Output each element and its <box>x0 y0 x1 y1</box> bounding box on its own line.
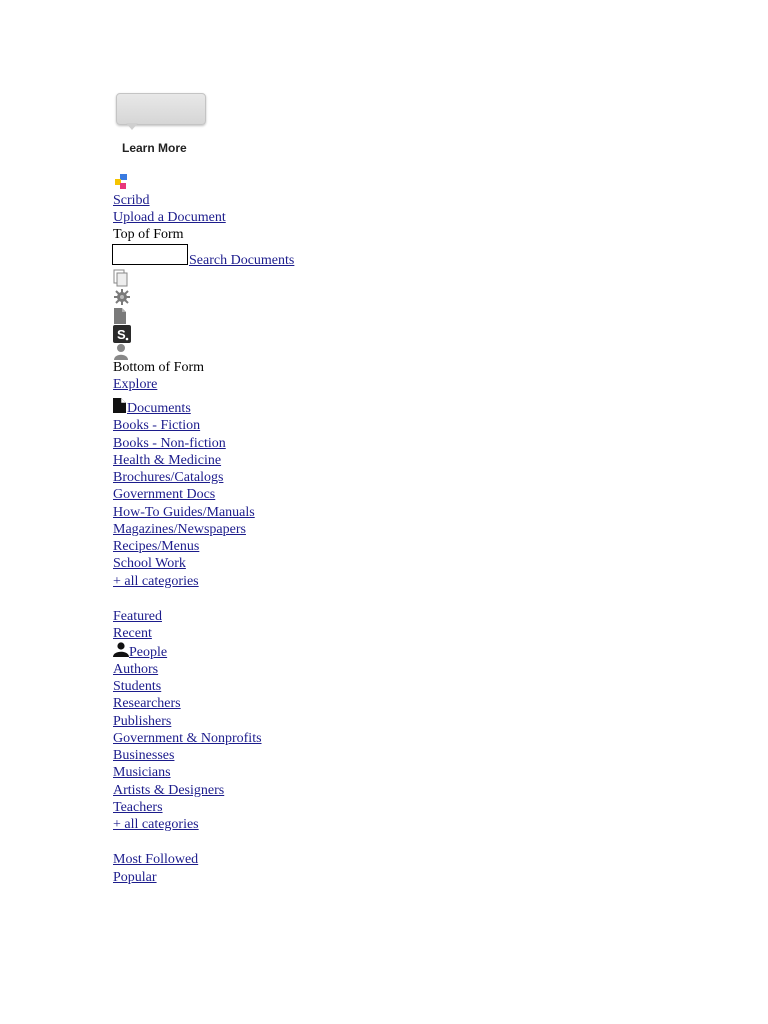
scribd-logo-icon <box>113 173 129 190</box>
all-people-categories-link[interactable]: + all categories <box>113 817 199 832</box>
file-icon[interactable] <box>113 307 131 325</box>
documents-icon[interactable] <box>113 269 131 287</box>
people-link[interactable]: People <box>129 645 168 660</box>
bottom-of-form-label: Bottom of Form <box>113 360 205 375</box>
category-books-nonfiction[interactable]: Books - Non-fiction <box>113 436 226 451</box>
people-government-nonprofits[interactable]: Government & Nonprofits <box>113 731 262 746</box>
search-input[interactable] <box>112 244 188 265</box>
people-publishers[interactable]: Publishers <box>113 714 172 729</box>
people-businesses[interactable]: Businesses <box>113 748 175 763</box>
category-books-fiction[interactable]: Books - Fiction <box>113 418 201 433</box>
people-teachers[interactable]: Teachers <box>113 800 163 815</box>
learn-more-label[interactable]: Learn More <box>122 141 187 155</box>
people-artists-designers[interactable]: Artists & Designers <box>113 783 225 798</box>
scribd-brand-link[interactable]: Scribd <box>113 193 150 208</box>
category-recipes-menus[interactable]: Recipes/Menus <box>113 539 200 554</box>
bubble-tail <box>126 123 138 130</box>
people-students[interactable]: Students <box>113 679 162 694</box>
top-of-form-label: Top of Form <box>113 227 184 242</box>
people-researchers[interactable]: Researchers <box>113 696 181 711</box>
category-school-work[interactable]: School Work <box>113 556 186 571</box>
learn-more-bubble[interactable] <box>116 93 206 125</box>
gear-icon[interactable] <box>113 288 131 306</box>
documents-link[interactable]: Documents <box>127 401 191 416</box>
upload-document-link[interactable]: Upload a Document <box>113 210 226 225</box>
document-icon <box>113 398 126 413</box>
people-musicians[interactable]: Musicians <box>113 765 171 780</box>
all-document-categories-link[interactable]: + all categories <box>113 574 199 589</box>
featured-link[interactable]: Featured <box>113 609 162 624</box>
category-howto-guides[interactable]: How-To Guides/Manuals <box>113 505 255 520</box>
people-icon <box>113 642 129 657</box>
popular-link[interactable]: Popular <box>113 870 157 885</box>
category-health-medicine[interactable]: Health & Medicine <box>113 453 222 468</box>
people-authors[interactable]: Authors <box>113 662 159 677</box>
category-brochures-catalogs[interactable]: Brochures/Catalogs <box>113 470 224 485</box>
category-government-docs[interactable]: Government Docs <box>113 487 216 502</box>
recent-link[interactable]: Recent <box>113 626 152 641</box>
search-documents-link[interactable]: Search Documents <box>189 253 295 268</box>
category-magazines-newspapers[interactable]: Magazines/Newspapers <box>113 522 246 537</box>
svg-text:S: S <box>117 327 126 342</box>
explore-link[interactable]: Explore <box>113 377 158 392</box>
most-followed-link[interactable]: Most Followed <box>113 852 199 867</box>
scribd-s-icon[interactable] <box>113 325 131 343</box>
